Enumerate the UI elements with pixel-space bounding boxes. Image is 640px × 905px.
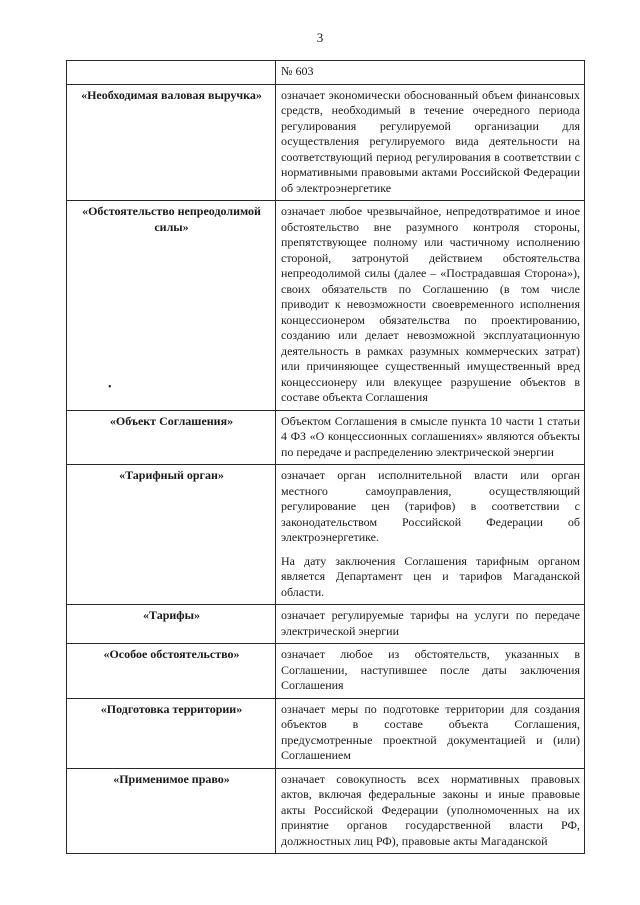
definition-cell [276, 465, 585, 605]
definition-cell [276, 84, 585, 201]
stray-dot: • [108, 382, 112, 393]
definitions-table [66, 60, 585, 854]
term-cell: «Обстоятельство непреодолимой силы» [67, 201, 276, 411]
definition-paragraph: Объектом Соглашения в смысле пункта 10 части 1 статьи 4 ФЗ «О концессионных соглашениях» являются объекты по передаче и распределению электрической энергии [281, 413, 580, 459]
table-row [67, 644, 585, 699]
table-row [67, 605, 585, 644]
term-cell: «Тарифный орган» [67, 465, 276, 605]
definition-cell [276, 605, 585, 644]
term-cell: «Применимое право» [67, 768, 276, 854]
definition-cell [276, 768, 585, 854]
term-cell: «Тарифы» [67, 605, 276, 644]
definition-cell [276, 410, 585, 465]
definition-paragraph: означает меры по подготовке территории для создания объектов в составе объекта Соглашения, предусмотренные проектной документацией и (или) Соглашением [281, 701, 580, 762]
table-row [67, 768, 585, 854]
table-row [67, 201, 585, 411]
table-row-header [67, 61, 585, 85]
table-row [67, 84, 585, 201]
decision-number: № 603 [276, 61, 585, 85]
term-cell-empty [67, 61, 276, 85]
definition-cell [276, 201, 585, 411]
table-row [67, 465, 585, 605]
definition-cell [276, 698, 585, 768]
definition-paragraph: На дату заключения Соглашения тарифным органом является Департамент цен и тарифов Магаданской области. [281, 553, 580, 599]
term-cell: «Необходимая валовая выручка» [67, 84, 276, 201]
term-cell: «Подготовка территории» [67, 698, 276, 768]
definition-cell [276, 644, 585, 699]
term-cell: «Объект Соглашения» [67, 410, 276, 465]
definition-paragraph: означает экономически обоснованный объем финансовых средств, необходимый в течение очередного периода регулирования регулируемой организации для осуществления регулируемого вида деятельности на соответствующий период регулирования в соответствии с нормативными правовыми актами Российской Федерации об электроэнергетике [281, 87, 580, 195]
definition-paragraph: означает любое чрезвычайное, непредотвратимое и иное обстоятельство вне разумного контроля стороны, препятствующее полному или частичному исполнению стороной, затронутой действием обстоятельства непреодолимой силы (далее – «Пострадавшая Сторона»), своих обязательств по Соглашению (в том числе приводит к невозможности своевременного исполнения концессионером обязательства по проектированию, созданию или делает невозможной эксплуатационную деятельность в рамках разумных коммерческих затрат) или причиняющее существенный имущественный вред концессионеру или влекущее разрушение объектов в составе объекта Соглашения [281, 204, 580, 404]
page-number: 3 [316, 30, 324, 45]
term-cell: «Особое обстоятельство» [67, 644, 276, 699]
definition-paragraph: означает совокупность всех нормативных правовых актов, включая федеральные законы и иные правовые акты Российской Федерации (уполномоченных на их принятие органов государственной власти РФ, должностных лиц РФ), правовые акты Магаданской [281, 771, 580, 848]
definition-paragraph: означает любое из обстоятельств, указанных в Соглашении, наступившее после даты заключения Соглашения [281, 647, 580, 692]
table-row [67, 410, 585, 465]
definition-paragraph: означает орган исполнительной власти или орган местного самоуправления, осуществляющий регулирование цен (тарифов) в соответствии с законодательством Российской Федерации об электроэнергетике. [281, 468, 580, 544]
definition-paragraph: означает регулируемые тарифы на услуги по передаче электрической энергии [281, 608, 580, 638]
table-row [67, 698, 585, 768]
